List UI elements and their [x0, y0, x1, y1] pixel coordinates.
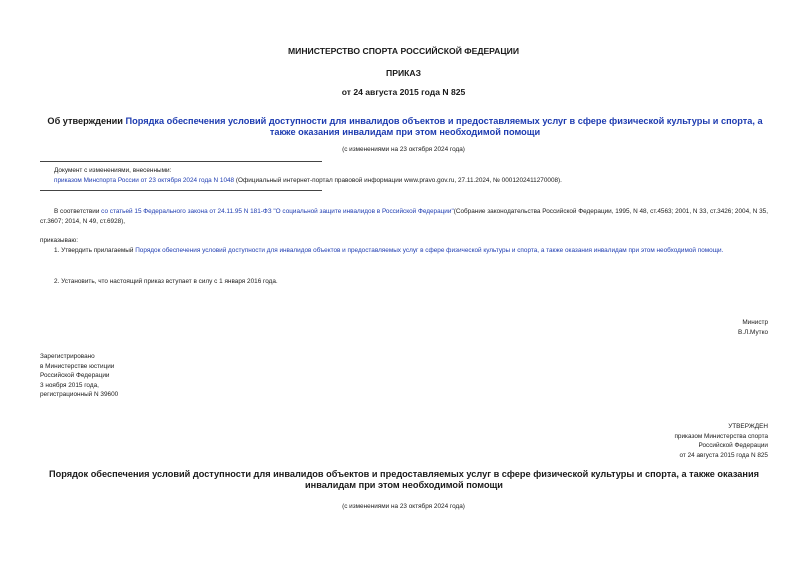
registration-line: Зарегистрировано: [40, 353, 95, 360]
order-title: [40, 116, 770, 138]
preamble-prefix: В соответствии: [54, 208, 102, 215]
order-word: приказываю:: [40, 237, 78, 244]
preamble-rest: (Собрание законодательства Российской Федерации, 1995, N 48, ст.4563; 2001, N 33, ст.3426; 2004, N 35, ст.3607; 2014, N 49, ст.6928),: [40, 208, 768, 225]
registration-line: 3 ноября 2015 года,: [40, 381, 99, 389]
amendments-source: (Официальный интернет-портал правовой информации www.pravo.gov.ru, 27.11.2024, № 0001202411270008).: [234, 177, 562, 184]
order-date-number: от 24 августа 2015 года N 825: [341, 87, 466, 97]
signature-position: Министр: [742, 319, 768, 326]
procedure-link[interactable]: Порядка обеспечения условий доступности для инвалидов объектов и предоставляемых услуг в сфере физической культуры и спорта, а также оказания инвалидам при этом необходимой помощи: [125, 116, 763, 137]
title-changes-note: (с изменениями на 23 октября 2024 года): [342, 146, 465, 153]
divider-bottom: [40, 190, 322, 191]
title-prefix: Об утверждении: [47, 116, 126, 126]
registration-line: регистрационный N 39600: [40, 391, 119, 399]
item-2: 2. Установить, что настоящий приказ вступает в силу с 1 января 2016 года.: [54, 278, 278, 285]
registration-line: Российской Федерации: [40, 372, 110, 380]
item-1: [40, 246, 768, 256]
registration-block: [40, 352, 240, 400]
annex-changes-note: (с изменениями на 23 октября 2024 года): [342, 503, 465, 510]
signature-name: В.Л.Мутко: [738, 329, 768, 336]
ministry-title: МИНИСТЕРСТВО СПОРТА РОССИЙСКОЙ ФЕДЕРАЦИИ: [287, 46, 519, 56]
approval-line: приказом Министерства спорта: [674, 432, 768, 440]
approval-line: от 24 августа 2015 года N 825: [679, 451, 768, 459]
approval-line: УТВЕРЖДЕН: [728, 423, 768, 430]
divider-top: [40, 161, 322, 162]
amendments-intro: Документ с изменениями, внесенными:: [54, 167, 172, 174]
federal-law-link[interactable]: со статьей 15 Федерального закона от 24.11.95 N 181-ФЗ "О социальной защите инвалидов в Российской Федерации": [101, 208, 454, 215]
annex-title: Порядок обеспечения условий доступности для инвалидов объектов и предоставляемых услуг в сфере физической культуры и спорта, а также оказания инвалидам при этом необходимой помощи: [49, 469, 759, 490]
item-1-prefix: 1. Утвердить прилагаемый: [54, 247, 136, 254]
approval-line: Российской Федерации: [698, 442, 768, 450]
amendment-order-link[interactable]: приказом Минспорта России от 23 октября 2024 года N 1048: [54, 177, 235, 184]
amendments-line: [54, 176, 774, 185]
procedure-annex-link[interactable]: Порядок обеспечения условий доступности для инвалидов объектов и предоставляемых услуг в сфере физической культуры и спорта, а также оказания инвалидам при этом необходимой помощи.: [135, 247, 724, 254]
registration-line: в Министерстве юстиции: [40, 362, 115, 370]
approval-block: [520, 422, 768, 460]
preamble: [40, 207, 768, 226]
doc-type: ПРИКАЗ: [386, 68, 421, 78]
